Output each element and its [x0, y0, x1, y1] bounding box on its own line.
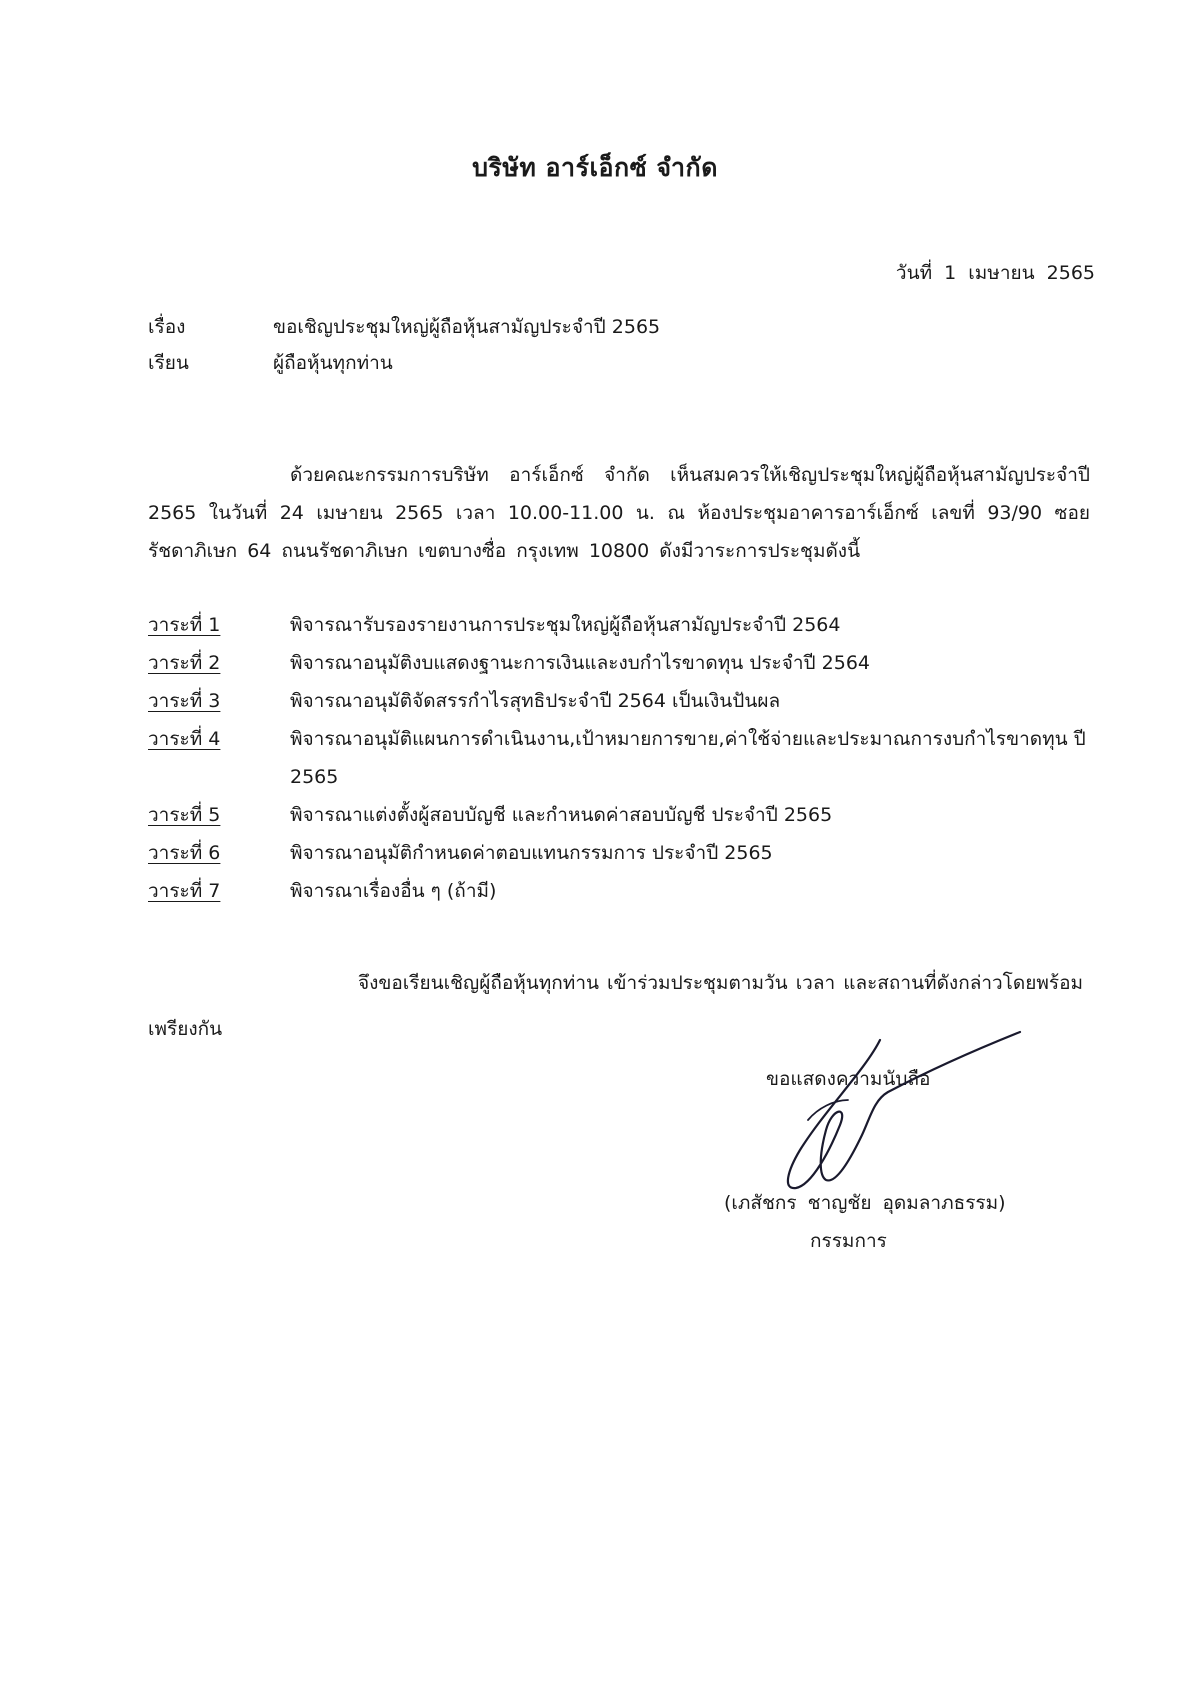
- company-title: บริษัท อาร์เอ็กซ์ จำกัด: [472, 153, 718, 182]
- agenda-item: [148, 720, 1090, 796]
- agenda-item: [148, 644, 1090, 682]
- recipient-label: เรียน: [148, 352, 189, 374]
- signatory-position: กรรมการ: [810, 1230, 887, 1252]
- agenda-item: [148, 834, 1090, 872]
- recipient-text: ผู้ถือหุ้นทุกท่าน: [273, 352, 393, 374]
- agenda-text: พิจารณารับรองรายงานการประชุมใหญ่ผู้ถือหุ้นสามัญประจำปี 2564: [290, 614, 841, 636]
- subject-label: เรื่อง: [148, 316, 186, 338]
- agenda-text: พิจารณาแต่งตั้งผู้สอบบัญชี และกำหนดค่าสอบบัญชี ประจำปี 2565: [290, 804, 833, 826]
- letter-date: วันที่ 1 เมษายน 2565: [895, 262, 1095, 284]
- agenda-label: วาระที่ 5: [148, 804, 221, 826]
- agenda-label: วาระที่ 1: [148, 614, 221, 636]
- subject-text: ขอเชิญประชุมใหญ่ผู้ถือหุ้นสามัญประจำปี 2565: [273, 316, 661, 338]
- agenda-text: พิจารณาอนุมัติจัดสรรกำไรสุทธิประจำปี 2564 เป็นเงินปันผล: [290, 690, 781, 712]
- agenda-label: วาระที่ 7: [148, 880, 221, 902]
- agenda-item: [148, 682, 1090, 720]
- regards-text: ขอแสดงความนับถือ: [766, 1068, 931, 1090]
- agenda-item: [148, 606, 1090, 644]
- handwritten-signature: [770, 1030, 1030, 1200]
- agenda-text: พิจารณาอนุมัติแผนการดำเนินงาน,เป้าหมายการขาย,ค่าใช้จ่ายและประมาณการงบกำไรขาดทุน ปี 2565: [290, 728, 1086, 788]
- agenda-text: พิจารณาเรื่องอื่น ๆ (ถ้ามี): [290, 880, 497, 902]
- agenda-item: [148, 796, 1090, 834]
- agenda-label: วาระที่ 3: [148, 690, 221, 712]
- recipient-row: [148, 348, 393, 378]
- body-paragraph: ด้วยคณะกรรมการบริษัท อาร์เอ็กซ์ จำกัด เห็นสมควรให้เชิญประชุมใหญ่ผู้ถือหุ้นสามัญประจำปี 2565 ในวันที่ 24 เมษายน 2565 เวลา 10.00-11.00 น. ณ ห้องประชุมอาคารอาร์เอ็กซ์ เลขที่ 93/90 ซอยรัชดาภิเษก 64 ถนนรัชดาภิเษก เขตบางซื่อ กรุงเทพ 10800 ดังมีวาระการประชุมดังนี้: [148, 464, 1090, 562]
- closing-paragraph: จึงขอเรียนเชิญผู้ถือหุ้นทุกท่าน เข้าร่วมประชุมตามวัน เวลา และสถานที่ดังกล่าวโดยพร้อมเพรียงกัน: [148, 972, 1084, 1040]
- agenda-label: วาระที่ 4: [148, 728, 221, 750]
- agenda-text: พิจารณาอนุมัติกำหนดค่าตอบแทนกรรมการ ประจำปี 2565: [290, 842, 773, 864]
- agenda-item: [148, 872, 1090, 910]
- agenda-text: พิจารณาอนุมัติงบแสดงฐานะการเงินและงบกำไรขาดทุน ประจำปี 2564: [290, 652, 871, 674]
- agenda-list: [148, 606, 1090, 910]
- agenda-label: วาระที่ 6: [148, 842, 221, 864]
- agenda-label: วาระที่ 2: [148, 652, 221, 674]
- signatory-name: (เภสัชกร ชาญชัย อุดมลาภธรรม): [724, 1192, 1006, 1214]
- subject-row: [148, 312, 660, 342]
